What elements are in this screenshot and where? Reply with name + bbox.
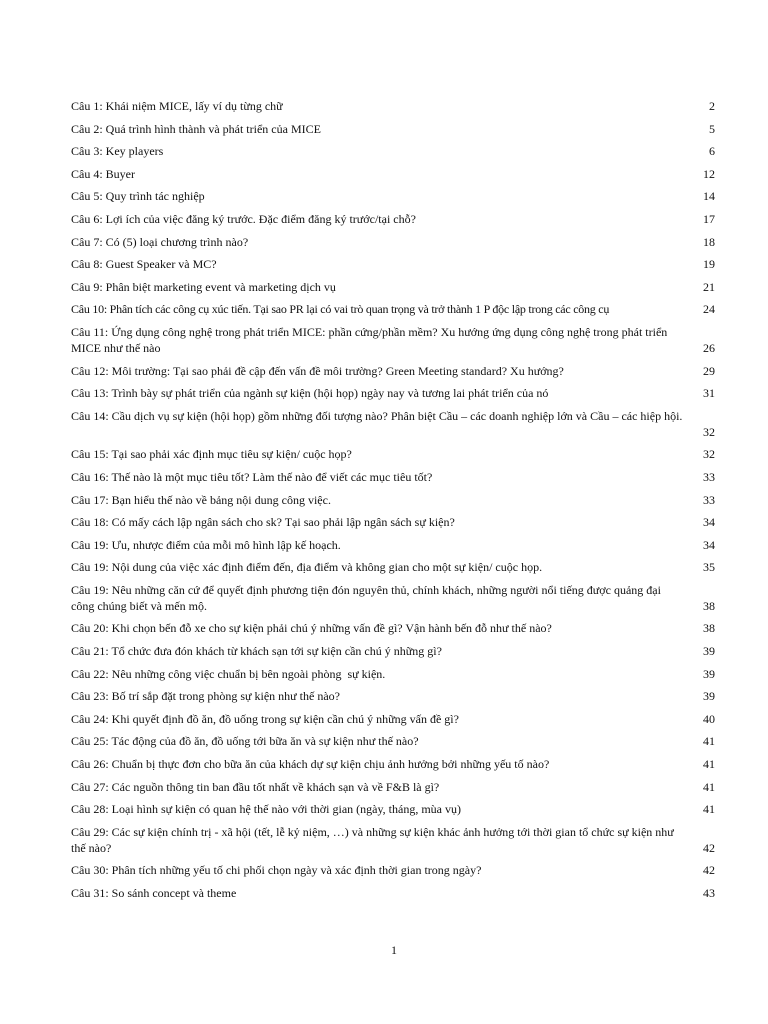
toc-entry-title: Câu 25: Tác động của đồ ăn, đồ uống tới bữa ăn và sự kiện như thế nào? [71,734,419,749]
toc-entry[interactable] [71,492,715,508]
toc-entry-title: Câu 16: Thế nào là một mục tiêu tốt? Làm thế nào để viết các mục tiêu tốt? [71,469,433,484]
toc-entry-page: 21 [703,279,715,294]
toc-entry-title: Câu 30: Phân tích những yếu tố chi phối chọn ngày và xác định thời gian trong ngày? [71,863,482,878]
toc-entry-page: 6 [709,144,715,159]
toc-entry-page: 38 [703,621,715,636]
toc-entry-page: 41 [703,757,715,772]
toc-entry-title: Câu 19: Nội dung của việc xác định điểm đến, địa điểm và không gian cho một sự kiện/ cuộc họp. [71,560,543,575]
toc-entry-title: Câu 15: Tại sao phải xác định mục tiêu sự kiện/ cuộc họp? [71,447,352,462]
toc-entry-title: Câu 5: Quy trình tác nghiệp [71,189,205,204]
toc-entry-page: 41 [703,779,715,794]
toc-entry-page: 17 [703,211,715,226]
toc-entry-page: 34 [703,537,715,552]
toc-entry[interactable] [71,801,715,817]
toc-entry-page: 26 [703,340,715,355]
toc-entry[interactable] [71,143,715,159]
toc-entry-page: 43 [703,886,715,900]
toc-entry[interactable] [71,408,715,440]
toc-entry[interactable] [71,779,715,795]
toc-entry-page: 39 [703,666,715,681]
toc-entry[interactable] [71,862,715,878]
toc-entry-page: 41 [703,802,715,817]
toc-entry-page: 42 [703,863,715,878]
toc-entry[interactable] [71,188,715,204]
toc-entry[interactable] [71,620,715,636]
toc-entry-title: Câu 22: Nêu những công việc chuẩn bị bên ngoài phòng sự kiện. [71,666,386,681]
toc-entry-title: Câu 23: Bố trí sắp đặt trong phòng sự kiện như thế nào? [71,689,340,704]
toc-entry-page: 32 [703,447,715,462]
toc-entry-title: Câu 31: So sánh concept và theme [71,886,237,900]
toc-entry[interactable] [71,733,715,749]
toc-entry-title: Câu 2: Quá trình hình thành và phát triển của MICE [71,121,321,136]
toc-entry-page: 42 [703,840,715,855]
toc-entry-page: 12 [703,166,715,181]
toc-entry-title: Câu 12: Môi trường: Tại sao phải đề cập đến vấn đề môi trường? Green Meeting standard? Xu hướng? [71,363,564,378]
toc-entry-title: Câu 11: Ứng dụng công nghệ trong phát triển MICE: phần cứng/phần mềm? Xu hướng ứng dụng công nghệ trong phát triển MICE như thế nào [71,324,668,355]
toc-entry[interactable] [71,469,715,485]
toc-entry-title: Câu 6: Lợi ích của việc đăng ký trước. Đặc điểm đăng ký trước/tại chỗ? [71,211,416,226]
toc-entry-page: 24 [703,302,715,317]
table-of-contents [71,98,715,908]
toc-entry-page: 18 [703,234,715,249]
toc-entry-title: Câu 10: Phân tích các công cụ xúc tiến. Tại sao PR lại có vai trò quan trọng và trở thành 1 P độc lập trong các công cụ [71,302,610,317]
toc-entry-page: 32 [703,424,715,439]
toc-entry-title: Câu 18: Có mấy cách lập ngân sách cho sk? Tại sao phải lập ngân sách sự kiện? [71,515,455,530]
toc-entry[interactable] [71,514,715,530]
toc-entry[interactable] [71,643,715,659]
toc-entry-title: Câu 1: Khái niệm MICE, lấy ví dụ từng chữ [71,99,283,113]
toc-entry-page: 2 [709,99,715,113]
toc-entry[interactable] [71,666,715,682]
toc-entry[interactable] [71,756,715,772]
toc-entry-title: Câu 17: Bạn hiểu thế nào về bảng nội dung công việc. [71,492,331,507]
toc-entry[interactable] [71,256,715,272]
toc-entry[interactable] [71,385,715,401]
toc-entry-page: 29 [703,363,715,378]
toc-entry-page: 14 [703,189,715,204]
toc-entry-page: 19 [703,257,715,272]
toc-entry-title: Câu 14: Cầu dịch vụ sự kiện (hội họp) gồm những đối tượng nào? Phân biệt Cầu – các doanh nghiệp lớn và Cầu – các hiệp hội. [71,408,683,423]
toc-entry-page: 39 [703,689,715,704]
toc-entry[interactable] [71,279,715,295]
toc-entry-page: 31 [703,386,715,401]
toc-entry[interactable] [71,559,715,575]
toc-entry-title: Câu 26: Chuẩn bị thực đơn cho bữa ăn của khách dự sự kiện chịu ảnh hưởng bởi những yếu tố nào? [71,757,550,772]
toc-entry-title: Câu 3: Key players [71,144,164,159]
toc-entry-title: Câu 8: Guest Speaker và MC? [71,257,217,272]
toc-entry-title: Câu 29: Các sự kiện chính trị - xã hội (tết, lễ kỷ niệm, …) và những sự kiện khác ảnh hưởng tới thời gian tổ chức sự kiện như thế nào? [71,824,674,855]
toc-entry-title: Câu 21: Tổ chức đưa đón khách từ khách sạn tới sự kiện cần chú ý những gì? [71,644,442,659]
toc-entry[interactable] [71,121,715,137]
toc-entry-title: Câu 28: Loại hình sự kiện có quan hệ thế nào với thời gian (ngày, tháng, mùa vụ) [71,802,461,817]
toc-entry-page: 35 [703,560,715,575]
toc-entry[interactable] [71,885,715,901]
toc-entry-page: 40 [703,711,715,726]
toc-entry-page: 33 [703,492,715,507]
toc-entry[interactable] [71,324,715,356]
toc-entry[interactable] [71,234,715,250]
toc-entry-title: Câu 20: Khi chọn bến đỗ xe cho sự kiện phải chú ý những vấn đề gì? Vận hành bến đỗ như thế nào? [71,621,552,636]
toc-entry-page: 34 [703,515,715,530]
toc-entry[interactable] [71,688,715,704]
toc-entry-title: Câu 19: Ưu, nhược điểm của mỗi mô hình lập kế hoạch. [71,537,341,552]
toc-entry[interactable] [71,537,715,553]
toc-entry-title: Câu 4: Buyer [71,166,135,181]
toc-entry[interactable] [71,166,715,182]
toc-entry-page: 39 [703,644,715,659]
toc-entry-title: Câu 19: Nêu những căn cứ để quyết định phương tiện đón nguyên thủ, chính khách, những người nổi tiếng được quảng đại công chúng biết và mến mộ. [71,582,661,613]
toc-entry-page: 38 [703,598,715,613]
toc-entry[interactable] [71,824,715,856]
toc-entry-title: Câu 27: Các nguồn thông tin ban đầu tốt nhất về khách sạn và về F&B là gì? [71,779,440,794]
toc-entry[interactable] [71,363,715,379]
toc-entry-page: 33 [703,469,715,484]
footer-page-number: 1 [391,943,397,957]
toc-entry-title: Câu 24: Khi quyết định đồ ăn, đồ uống trong sự kiện cần chú ý những vấn đề gì? [71,711,459,726]
toc-entry-page: 5 [709,121,715,136]
toc-entry-title: Câu 13: Trình bày sự phát triển của ngành sự kiện (hội họp) ngày nay và tương lai phát triển của nó [71,386,549,401]
toc-entry[interactable] [71,446,715,462]
toc-entry[interactable] [71,98,715,114]
toc-entry[interactable] [71,711,715,727]
toc-entry-title: Câu 9: Phân biệt marketing event và marketing dịch vụ [71,279,336,294]
toc-entry[interactable] [71,582,715,614]
toc-entry[interactable] [71,301,715,317]
toc-entry-page: 41 [703,734,715,749]
toc-entry[interactable] [71,211,715,227]
toc-entry-title: Câu 7: Có (5) loại chương trình nào? [71,234,249,249]
